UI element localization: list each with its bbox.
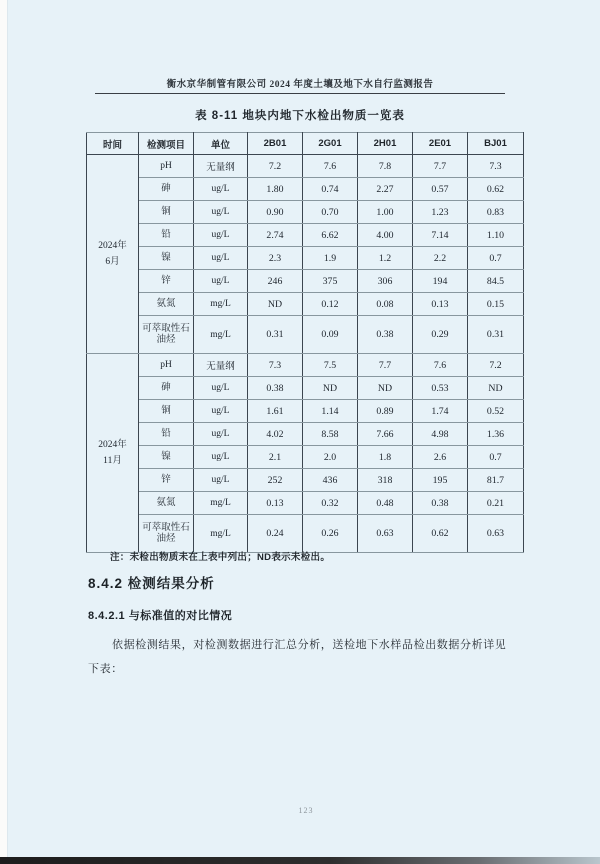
value-cell: 2.3 — [248, 247, 303, 270]
column-header: 时间 — [87, 133, 139, 155]
item-cell: 镍 — [139, 247, 194, 270]
value-cell: 2.1 — [248, 446, 303, 469]
scan-left-edge — [0, 0, 8, 864]
value-cell: ND — [303, 377, 358, 400]
item-cell: 铅 — [139, 423, 194, 446]
table-header-row — [87, 133, 524, 155]
value-cell: 7.8 — [358, 155, 413, 178]
value-cell: 0.38 — [358, 316, 413, 354]
value-cell: 0.7 — [468, 446, 524, 469]
value-cell: 1.8 — [358, 446, 413, 469]
unit-cell: ug/L — [194, 400, 248, 423]
unit-cell: ug/L — [194, 469, 248, 492]
table-note: 注：未检出物质未在上表中列出；ND表示未检出。 — [110, 552, 331, 563]
item-cell: 氨氮 — [139, 293, 194, 316]
value-cell: ND — [248, 293, 303, 316]
paragraph — [88, 633, 540, 681]
section-heading: 8.4.2 检测结果分析 — [88, 576, 215, 591]
item-cell: 镍 — [139, 446, 194, 469]
value-cell: 7.3 — [468, 155, 524, 178]
unit-cell: 无量纲 — [194, 155, 248, 178]
value-cell: 0.12 — [303, 293, 358, 316]
value-cell: 7.3 — [248, 354, 303, 377]
value-cell: 0.08 — [358, 293, 413, 316]
value-cell: 0.74 — [303, 178, 358, 201]
table-row — [87, 423, 524, 446]
value-cell: 0.89 — [358, 400, 413, 423]
unit-cell: ug/L — [194, 270, 248, 293]
value-cell: 0.70 — [303, 201, 358, 224]
value-cell: 7.66 — [358, 423, 413, 446]
unit-cell: ug/L — [194, 423, 248, 446]
value-cell: 7.14 — [413, 224, 468, 247]
column-header: 2G01 — [303, 133, 358, 155]
value-cell: 81.7 — [468, 469, 524, 492]
value-cell: 0.31 — [468, 316, 524, 354]
value-cell: 375 — [303, 270, 358, 293]
item-cell: 锌 — [139, 270, 194, 293]
value-cell: ND — [358, 377, 413, 400]
value-cell: 2.6 — [413, 446, 468, 469]
value-cell: 1.80 — [248, 178, 303, 201]
value-cell: 0.21 — [468, 492, 524, 515]
value-cell: 1.74 — [413, 400, 468, 423]
item-cell: 锌 — [139, 469, 194, 492]
column-header: 检测项目 — [139, 133, 194, 155]
subsection-heading: 8.4.2.1 与标准值的对比情况 — [88, 610, 233, 622]
item-cell: pH — [139, 155, 194, 178]
table-row — [87, 492, 524, 515]
unit-cell: mg/L — [194, 316, 248, 354]
table-title: 表 8-11 地块内地下水检出物质一览表 — [195, 110, 405, 122]
value-cell: 0.52 — [468, 400, 524, 423]
unit-cell: ug/L — [194, 446, 248, 469]
value-cell: 1.2 — [358, 247, 413, 270]
value-cell: 0.57 — [413, 178, 468, 201]
value-cell: 0.38 — [248, 377, 303, 400]
value-cell: 84.5 — [468, 270, 524, 293]
table-row — [87, 354, 524, 377]
value-cell: 0.13 — [413, 293, 468, 316]
value-cell: 7.7 — [413, 155, 468, 178]
time-cell: 2024年 11月 — [87, 354, 139, 553]
value-cell: 194 — [413, 270, 468, 293]
value-cell: 1.14 — [303, 400, 358, 423]
item-cell: 铜 — [139, 400, 194, 423]
item-cell: 铜 — [139, 201, 194, 224]
value-cell: 1.10 — [468, 224, 524, 247]
value-cell: ND — [468, 377, 524, 400]
unit-cell: ug/L — [194, 224, 248, 247]
value-cell: 0.7 — [468, 247, 524, 270]
table-row — [87, 377, 524, 400]
value-cell: 195 — [413, 469, 468, 492]
header-rule — [95, 93, 505, 94]
value-cell: 0.53 — [413, 377, 468, 400]
value-cell: 0.38 — [413, 492, 468, 515]
value-cell: 252 — [248, 469, 303, 492]
unit-cell: mg/L — [194, 515, 248, 553]
value-cell: 2.0 — [303, 446, 358, 469]
page-number: 123 — [298, 806, 314, 815]
table-row — [87, 178, 524, 201]
unit-cell: ug/L — [194, 178, 248, 201]
table-row — [87, 469, 524, 492]
value-cell: 0.31 — [248, 316, 303, 354]
value-cell: 0.13 — [248, 492, 303, 515]
value-cell: 2.27 — [358, 178, 413, 201]
table-row — [87, 293, 524, 316]
value-cell: 0.09 — [303, 316, 358, 354]
value-cell: 4.00 — [358, 224, 413, 247]
column-header: 单位 — [194, 133, 248, 155]
scan-bottom-edge — [0, 857, 600, 864]
document-header-title: 衡水京华制管有限公司 2024 年度土壤及地下水自行监测报告 — [166, 80, 434, 90]
value-cell: 1.00 — [358, 201, 413, 224]
item-cell: 铅 — [139, 224, 194, 247]
unit-cell: ug/L — [194, 201, 248, 224]
value-cell: 0.63 — [358, 515, 413, 553]
value-cell: 0.83 — [468, 201, 524, 224]
value-cell: 0.62 — [413, 515, 468, 553]
unit-cell: ug/L — [194, 247, 248, 270]
table-row — [87, 515, 524, 553]
value-cell: 4.02 — [248, 423, 303, 446]
item-cell: pH — [139, 354, 194, 377]
value-cell: 1.23 — [413, 201, 468, 224]
item-cell: 氨氮 — [139, 492, 194, 515]
value-cell: 4.98 — [413, 423, 468, 446]
item-cell: 砷 — [139, 178, 194, 201]
value-cell: 318 — [358, 469, 413, 492]
value-cell: 0.32 — [303, 492, 358, 515]
value-cell: 7.2 — [248, 155, 303, 178]
column-header: 2E01 — [413, 133, 468, 155]
value-cell: 436 — [303, 469, 358, 492]
value-cell: 0.63 — [468, 515, 524, 553]
value-cell: 1.9 — [303, 247, 358, 270]
value-cell: 7.2 — [468, 354, 524, 377]
value-cell: 306 — [358, 270, 413, 293]
value-cell: 0.29 — [413, 316, 468, 354]
table-row — [87, 316, 524, 354]
column-header: 2B01 — [248, 133, 303, 155]
item-cell: 砷 — [139, 377, 194, 400]
value-cell: 0.90 — [248, 201, 303, 224]
column-header: 2H01 — [358, 133, 413, 155]
item-cell: 可萃取性石油烃 — [139, 515, 194, 553]
value-cell: 0.48 — [358, 492, 413, 515]
value-cell: 0.24 — [248, 515, 303, 553]
value-cell: 0.15 — [468, 293, 524, 316]
table-row — [87, 446, 524, 469]
value-cell: 0.26 — [303, 515, 358, 553]
value-cell: 8.58 — [303, 423, 358, 446]
groundwater-table — [86, 132, 524, 553]
table-row — [87, 155, 524, 178]
value-cell: 7.7 — [358, 354, 413, 377]
paragraph-line: 依据检测结果，对检测数据进行汇总分析，送检地下水样品检出数据分析详见 — [112, 639, 507, 651]
value-cell: 7.5 — [303, 354, 358, 377]
table-row — [87, 247, 524, 270]
groundwater-table-wrap — [86, 132, 524, 553]
table-row — [87, 400, 524, 423]
value-cell: 0.62 — [468, 178, 524, 201]
unit-cell: mg/L — [194, 492, 248, 515]
item-cell: 可萃取性石油烃 — [139, 316, 194, 354]
value-cell: 246 — [248, 270, 303, 293]
table-row — [87, 201, 524, 224]
table-row — [87, 224, 524, 247]
unit-cell: 无量纲 — [194, 354, 248, 377]
paragraph-line: 下表： — [88, 663, 123, 675]
column-header: BJ01 — [468, 133, 524, 155]
value-cell: 6.62 — [303, 224, 358, 247]
unit-cell: mg/L — [194, 293, 248, 316]
value-cell: 2.2 — [413, 247, 468, 270]
value-cell: 1.61 — [248, 400, 303, 423]
table-row — [87, 270, 524, 293]
value-cell: 1.36 — [468, 423, 524, 446]
value-cell: 7.6 — [413, 354, 468, 377]
value-cell: 7.6 — [303, 155, 358, 178]
unit-cell: ug/L — [194, 377, 248, 400]
time-cell: 2024年 6月 — [87, 155, 139, 354]
value-cell: 2.74 — [248, 224, 303, 247]
